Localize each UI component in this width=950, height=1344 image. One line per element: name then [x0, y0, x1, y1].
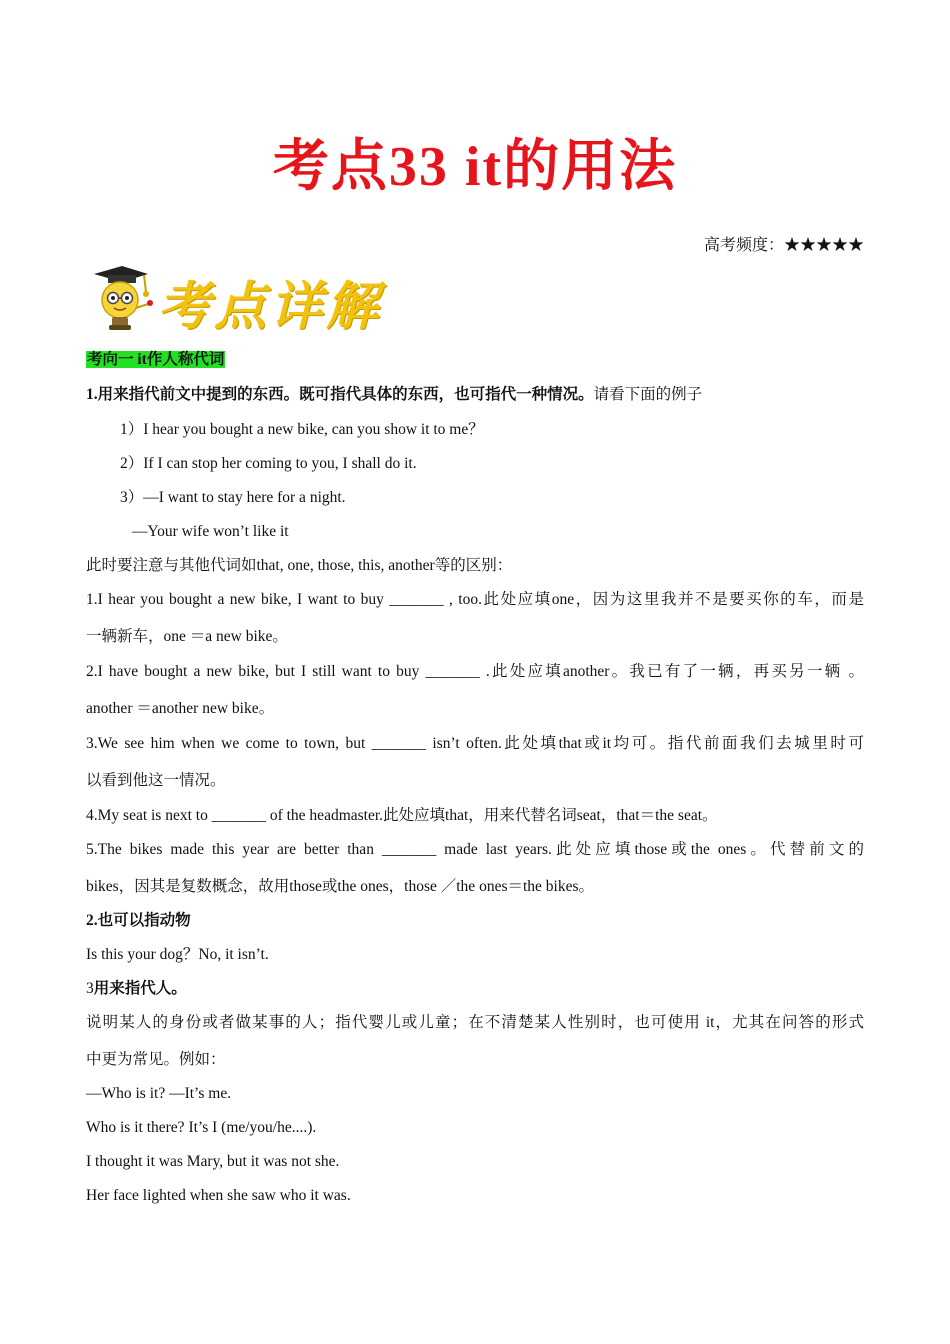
scholar-bulb-icon [88, 264, 154, 334]
frequency-rating [704, 232, 864, 255]
question-5-line-2: bikes，因其是复数概念，故用those或the ones，those ／the ones＝the bikes。 [86, 878, 595, 895]
point-1-rest: 请看下面的例子 [593, 386, 703, 403]
example-1: 1）I hear you bought a new bike, can you show it to me？ [120, 421, 484, 438]
section-heading: 考向一 it作人称代词 [87, 351, 225, 368]
frequency-label: 高考频度： [703, 237, 784, 254]
question-2-line-1: 2.I have bought a new bike, but I still want to buy _______ .此处应填another。我已有了一辆，再买另一辆 。 [86, 663, 864, 680]
point-1 [86, 384, 702, 406]
point-3-number: 3 [86, 980, 94, 997]
frequency-stars: ★★★★★ [783, 237, 864, 254]
example-3: 3）—I want to stay here for a night. [120, 489, 346, 506]
point-2-example: Is this your dog？No, it isn’t. [86, 946, 269, 963]
point-2-title: 2.也可以指动物 [86, 912, 191, 929]
question-2-line-2: another ＝another new bike。 [86, 700, 275, 717]
question-3-line-2: 以看到他这一情况。 [86, 772, 226, 789]
example-3-reply: —Your wife won’t like it [132, 523, 289, 540]
example-2: 2）If I can stop her coming to you, I shall do it. [120, 455, 417, 472]
banner-title: 考点详解 [158, 276, 383, 337]
section-banner [88, 264, 388, 337]
page-title: 考点33 it的用法 [272, 136, 678, 198]
question-4: 4.My seat is next to _______ of the headmaster.此处应填that，用来代替名词seat，that＝the seat。 [86, 807, 718, 824]
point-3-example-1: —Who is it? —It’s me. [86, 1085, 232, 1102]
question-5-line-1: 5.The bikes made this year are better than _______ made last years.此处应填those或the ones。代替前文的 [86, 841, 864, 858]
point-3 [86, 978, 187, 1000]
question-1-line-2: 一辆新车，one ＝a new bike。 [86, 628, 288, 645]
point-3-example-4: Her face lighted when she saw who it was. [86, 1187, 351, 1204]
point-1-title: 1.用来指代前文中提到的东西。既可指代具体的东西，也可指代一种情况。 [86, 386, 594, 403]
point-3-desc-line-2: 中更为常见。例如： [86, 1051, 226, 1068]
question-3-line-1: 3.We see him when we come to town, but _______ isn’t often.此处填that或it均可。指代前面我们去城里时可 [86, 735, 864, 752]
distinction-note: 此时要注意与其他代词如that, one, those, this, another等的区别： [86, 557, 513, 574]
point-3-title: 用来指代人。 [93, 980, 187, 997]
point-3-example-3: I thought it was Mary, but it was not she. [86, 1153, 340, 1170]
point-3-example-2: Who is it there? It’s I (me/you/he....). [86, 1119, 317, 1136]
point-3-desc-line-1: 说明某人的身份或者做某事的人；指代婴儿或儿童；在不清楚某人性别时，也可使用 it，尤其在问答的形式 [86, 1014, 864, 1031]
question-1-line-1: 1.I hear you bought a new bike, I want to buy _______ , too.此处应填one，因为这里我并不是要买你的车，而是 [86, 591, 864, 608]
